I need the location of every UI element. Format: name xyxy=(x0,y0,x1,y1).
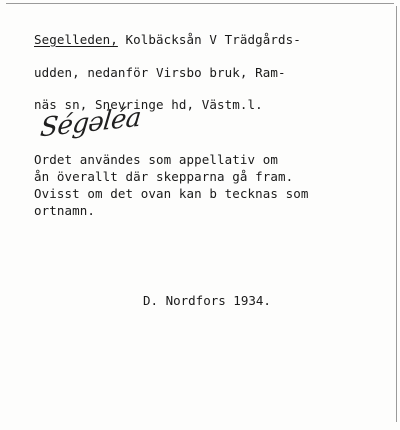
card-top-edge xyxy=(6,3,394,4)
headword: Segelleden, xyxy=(34,32,118,47)
card-right-edge xyxy=(396,6,397,422)
note-line-2: ån överallt där skepparna gå fram. xyxy=(34,169,294,184)
entry-line-2: udden, nedanför Virsbo bruk, Ram- xyxy=(34,65,286,80)
note-line-4: ortnamn. xyxy=(34,203,96,218)
handwritten-pronunciation: Ségəléa xyxy=(38,102,143,144)
collector-signature: D. Nordfors 1934. xyxy=(143,293,271,308)
note-line-3: Ovisst om det ovan kan b tecknas som xyxy=(34,186,309,201)
entry-line-1 xyxy=(34,32,301,47)
note-line-1: Ordet användes som appellativ om xyxy=(34,152,279,167)
entry-line-3: näs sn, Snevringe hd, Västm.l. xyxy=(34,97,263,112)
location-text: Kolbäcksån V Trädgårds- xyxy=(117,32,301,47)
